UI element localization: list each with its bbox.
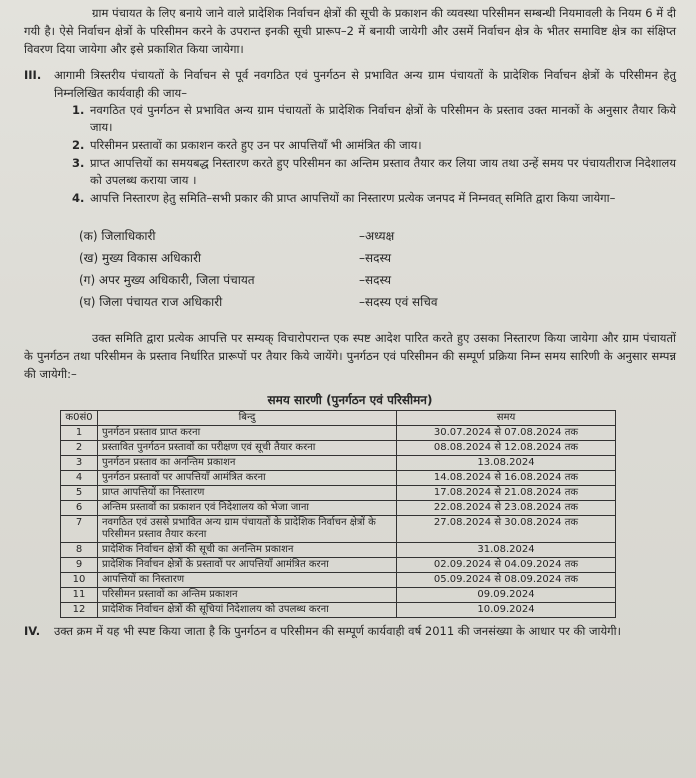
list-item-text: नवगठित एवं पुनर्गठन से प्रभावित अन्य ग्राम पंचायतों के प्रादेशिक निर्वाचन क्षेत्रों के परिसीमन के प्रस्ताव उक्त मानकों के अनुसार तैयार किये जाय। bbox=[90, 103, 676, 134]
list-item bbox=[72, 190, 676, 207]
committee-member-role: –सदस्य bbox=[359, 251, 392, 265]
row-point: परिसीमन प्रस्तावों का अन्तिम प्रकाशन bbox=[98, 588, 397, 603]
list-item-text: प्राप्त आपत्तियों का समयबद्ध निस्तारण करते हुए परिसीमन का अन्तिम प्रस्ताव तैयार कर लिया जाय तथा उन्हें समय पर पंचायतीराज निदेशालय को उपलब्ध कराया जाय । bbox=[90, 156, 676, 187]
list-item-number: 4. bbox=[72, 191, 85, 205]
table-row bbox=[61, 573, 616, 588]
table-row bbox=[61, 471, 616, 486]
committee-member bbox=[79, 269, 676, 291]
row-serial: 10 bbox=[61, 573, 98, 588]
timetable-body bbox=[61, 426, 616, 618]
committee-member-title: (घ) जिला पंचायत राज अधिकारी bbox=[79, 295, 223, 309]
row-serial: 3 bbox=[61, 456, 98, 471]
row-point: पुनर्गठन प्रस्तावों पर आपत्तियाँ आमंत्रित करना bbox=[98, 471, 397, 486]
intro-paragraph: ग्राम पंचायत के लिए बनाये जाने वाले प्रादेशिक निर्वाचन क्षेत्रों की सूची के प्रकाशन की व्यवस्था परिसीमन सम्बन्धी नियमावली के नियम 6 में दी गयी है। ऐसे निर्वाचन क्षेत्रों के परिसीमन करने के उपरान्त इनकी सूची प्रारूप–2 में बनायी जायेगी और उसमें निर्वाचन क्षेत्र के भीतर समाविष्ट क्षेत्र का संक्षिप्त विवरण दिया जायेगा और इसे प्रकाशित किया जायेगा। bbox=[24, 6, 676, 56]
row-serial: 5 bbox=[61, 486, 98, 501]
section-3 bbox=[24, 66, 676, 102]
committee-member-role: –सदस्य एवं सचिव bbox=[359, 295, 438, 309]
row-serial: 11 bbox=[61, 588, 98, 603]
row-time: 13.08.2024 bbox=[397, 456, 616, 471]
table-row bbox=[61, 588, 616, 603]
timetable-title: समय सारणी (पुनर्गठन एवं परिसीमन) bbox=[267, 393, 433, 407]
table-row bbox=[61, 603, 616, 618]
column-header-time: समय bbox=[397, 411, 616, 426]
row-time: 08.08.2024 से 12.08.2024 तक bbox=[397, 441, 616, 456]
row-time: 05.09.2024 से 08.09.2024 तक bbox=[397, 573, 616, 588]
table-row bbox=[61, 426, 616, 441]
committee-member-role: –अध्यक्ष bbox=[359, 229, 395, 243]
row-time: 10.09.2024 bbox=[397, 603, 616, 618]
row-serial: 12 bbox=[61, 603, 98, 618]
section-4 bbox=[24, 622, 676, 640]
committee-member bbox=[79, 291, 676, 313]
row-point: आपत्तियों का निस्तारण bbox=[98, 573, 397, 588]
section-4-text: उक्त क्रम में यह भी स्पष्ट किया जाता है कि पुनर्गठन व परिसीमन की सम्पूर्ण कार्यवाही वर्ष 2011 की जनसंख्या के आधार पर की जायेगी। bbox=[54, 624, 621, 638]
table-row bbox=[61, 456, 616, 471]
row-time: 27.08.2024 से 30.08.2024 तक bbox=[397, 516, 616, 543]
row-point: प्रादेशिक निर्वाचन क्षेत्रों की सूचियां निदेशालय को उपलब्ध करना bbox=[98, 603, 397, 618]
row-time: 22.08.2024 से 23.08.2024 तक bbox=[397, 501, 616, 516]
committee-list bbox=[79, 225, 676, 313]
row-serial: 9 bbox=[61, 558, 98, 573]
committee-member-title: (ख) मुख्य विकास अधिकारी bbox=[79, 251, 201, 265]
section-4-number: IV. bbox=[24, 624, 41, 638]
row-serial: 7 bbox=[61, 516, 98, 543]
row-point: प्रादेशिक निर्वाचन क्षेत्रों के प्रस्तावों पर आपत्तियाँ आमंत्रित करना bbox=[98, 558, 397, 573]
row-time: 02.09.2024 से 04.09.2024 तक bbox=[397, 558, 616, 573]
list-item bbox=[72, 155, 676, 189]
list-item bbox=[72, 102, 676, 136]
table-row bbox=[61, 441, 616, 456]
committee-member bbox=[79, 247, 676, 269]
row-point: नवगठित एवं उससे प्रभावित अन्य ग्राम पंचायतों के प्रादेशिक निर्वाचन क्षेत्रों के परिसीमन प्रस्ताव तैयार करना bbox=[98, 516, 397, 543]
row-serial: 1 bbox=[61, 426, 98, 441]
row-point: पुनर्गठन प्रस्ताव का अनन्तिम प्रकाशन bbox=[98, 456, 397, 471]
table-header-row bbox=[61, 411, 616, 426]
row-time: 09.09.2024 bbox=[397, 588, 616, 603]
row-point: अन्तिम प्रस्तावों का प्रकाशन एवं निदेशालय को भेजा जाना bbox=[98, 501, 397, 516]
table-row bbox=[61, 516, 616, 543]
column-header-point: बिन्दु bbox=[98, 411, 397, 426]
section-3-list bbox=[24, 102, 676, 207]
row-serial: 2 bbox=[61, 441, 98, 456]
row-time: 17.08.2024 से 21.08.2024 तक bbox=[397, 486, 616, 501]
row-serial: 8 bbox=[61, 543, 98, 558]
table-row bbox=[61, 543, 616, 558]
committee-member-title: (क) जिलाधिकारी bbox=[79, 229, 156, 243]
row-time: 30.07.2024 से 07.08.2024 तक bbox=[397, 426, 616, 441]
committee-member-role: –सदस्य bbox=[359, 273, 392, 287]
row-time: 14.08.2024 से 16.08.2024 तक bbox=[397, 471, 616, 486]
list-item-number: 2. bbox=[72, 138, 85, 152]
committee-member-title: (ग) अपर मुख्य अधिकारी, जिला पंचायत bbox=[79, 273, 255, 287]
list-item-text: आपत्ति निस्तारण हेतु समिति–सभी प्रकार की प्राप्त आपत्तियों का निस्तारण प्रत्येक जनपद में निम्नवत् समिति द्वारा किया जायेगा– bbox=[90, 191, 616, 205]
section-3-text: आगामी त्रिस्तरीय पंचायतों के निर्वाचन से पूर्व नवगठित एवं पुनर्गठन से प्रभावित अन्य ग्राम पंचायतों के प्रादेशिक निर्वाचन क्षेत्रों के परिसीमन हेतु निम्नलिखित कार्यवाही की जाय– bbox=[54, 68, 676, 100]
row-serial: 4 bbox=[61, 471, 98, 486]
section-3-number: III. bbox=[24, 68, 42, 82]
committee-member bbox=[79, 225, 676, 247]
procedure-paragraph: उक्त समिति द्वारा प्रत्येक आपत्ति पर सम्यक् विचारोपरान्त एक स्पष्ट आदेश पारित करते हुए उसका निस्तारण किया जायेगा और ग्राम पंचायतों के पुनर्गठन तथा परिसीमन के प्रस्ताव निर्धारित प्रारूपों पर तैयार किये जायेंगे। पुनर्गठन एवं परिसीमन की सम्पूर्ण प्रक्रिया निम्न समय सारिणी के अनुसार सम्पन्न की जायेगी:– bbox=[24, 331, 676, 381]
table-row bbox=[61, 486, 616, 501]
table-row bbox=[61, 558, 616, 573]
list-item-text: परिसीमन प्रस्तावों का प्रकाशन करते हुए उन पर आपत्तियाँ भी आमंत्रित की जाय। bbox=[90, 138, 422, 152]
column-header-serial: क0सं0 bbox=[61, 411, 98, 426]
table-row bbox=[61, 501, 616, 516]
row-point: पुनर्गठन प्रस्ताव प्राप्त करना bbox=[98, 426, 397, 441]
row-point: प्राप्त आपत्तियों का निस्तारण bbox=[98, 486, 397, 501]
row-time: 31.08.2024 bbox=[397, 543, 616, 558]
list-item bbox=[72, 137, 676, 154]
row-point: प्रस्तावित पुनर्गठन प्रस्तावों का परीक्षण एवं सूची तैयार करना bbox=[98, 441, 397, 456]
timetable bbox=[60, 410, 616, 618]
row-serial: 6 bbox=[61, 501, 98, 516]
list-item-number: 3. bbox=[72, 156, 85, 170]
row-point: प्रादेशिक निर्वाचन क्षेत्रों की सूची का अनन्तिम प्रकाशन bbox=[98, 543, 397, 558]
list-item-number: 1. bbox=[72, 103, 85, 117]
